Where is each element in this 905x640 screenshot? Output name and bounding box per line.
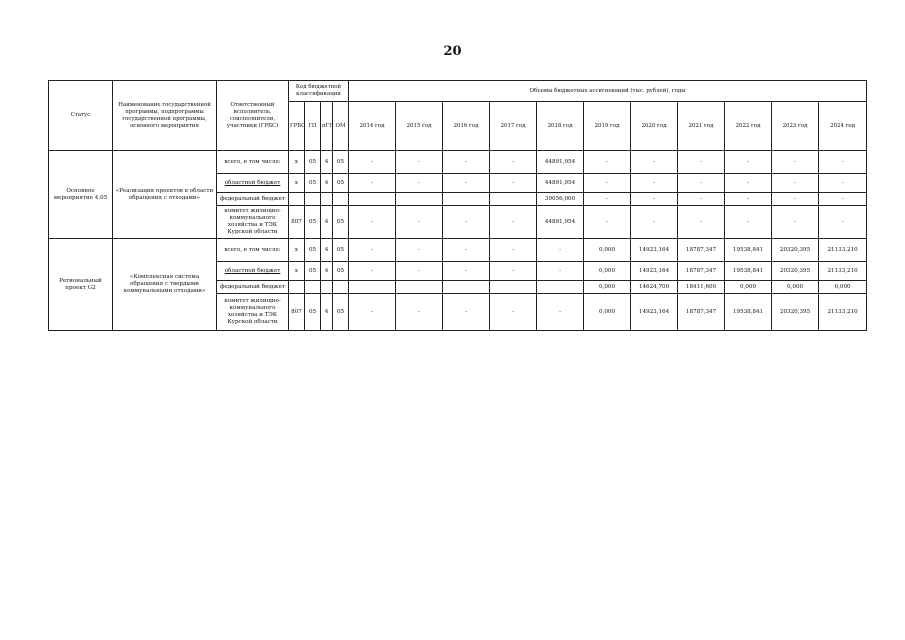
row-label: областной бюджет <box>217 174 289 193</box>
value-cell: - <box>725 174 772 193</box>
value-cell: - <box>490 239 537 262</box>
code-cell: 05 <box>305 239 321 262</box>
value-cell: 0,000 <box>772 281 819 294</box>
value-cell: 21133,210 <box>819 262 867 281</box>
value-cell: 44891,954 <box>537 151 584 174</box>
value-cell: - <box>819 206 867 239</box>
value-cell: 0,000 <box>584 294 631 331</box>
value-cell: 18411,600 <box>678 281 725 294</box>
value-cell: - <box>396 262 443 281</box>
code-cell: 807 <box>289 206 305 239</box>
code-cell: 05 <box>305 262 321 281</box>
value-cell: 19538,841 <box>725 262 772 281</box>
code-cell <box>333 281 349 294</box>
code-cell: 05 <box>333 262 349 281</box>
code-cell: 05 <box>305 294 321 331</box>
header-year: 2022 год <box>725 102 772 151</box>
header-code: пГП <box>321 102 333 151</box>
value-cell: - <box>631 206 678 239</box>
value-cell: - <box>349 294 396 331</box>
code-cell: 4 <box>321 151 333 174</box>
code-cell: х <box>289 262 305 281</box>
value-cell: 20320,395 <box>772 262 819 281</box>
name-cell: «Реализация проектов в области обращения с отходами» <box>113 151 217 239</box>
header-year: 2018 год <box>537 102 584 151</box>
code-cell <box>321 281 333 294</box>
value-cell: - <box>537 294 584 331</box>
value-cell: - <box>772 193 819 206</box>
value-cell: - <box>631 151 678 174</box>
value-cell: - <box>725 193 772 206</box>
value-cell: - <box>725 151 772 174</box>
value-cell: 18787,347 <box>678 294 725 331</box>
budget-table <box>48 80 867 331</box>
header-year: 2015 год <box>396 102 443 151</box>
header-volumes-group: Объемы бюджетных ассигнований (тыс. рублей), годы <box>349 81 867 102</box>
code-cell: 05 <box>333 239 349 262</box>
value-cell: 39056,000 <box>537 193 584 206</box>
value-cell: - <box>490 174 537 193</box>
header-year: 2020 год <box>631 102 678 151</box>
value-cell <box>349 193 396 206</box>
value-cell: - <box>443 239 490 262</box>
table-row <box>49 239 867 262</box>
value-cell: 14624,700 <box>631 281 678 294</box>
code-cell: 4 <box>321 262 333 281</box>
value-cell: - <box>819 151 867 174</box>
value-cell: - <box>443 151 490 174</box>
code-cell <box>305 281 321 294</box>
value-cell: - <box>584 193 631 206</box>
value-cell: 44891,954 <box>537 206 584 239</box>
code-cell: 05 <box>333 174 349 193</box>
code-cell: 05 <box>305 174 321 193</box>
value-cell: 0,000 <box>725 281 772 294</box>
value-cell: - <box>349 262 396 281</box>
value-cell: 20320,395 <box>772 294 819 331</box>
row-label: всего, в том числе: <box>217 239 289 262</box>
header-code: ОМ <box>333 102 349 151</box>
page-number: 20 <box>443 44 462 59</box>
code-cell: х <box>289 174 305 193</box>
code-cell: х <box>289 239 305 262</box>
header-code: ГП <box>305 102 321 151</box>
value-cell <box>396 193 443 206</box>
value-cell: - <box>443 174 490 193</box>
code-cell <box>305 193 321 206</box>
row-label: федеральный бюджет <box>217 193 289 206</box>
value-cell: - <box>490 151 537 174</box>
status-cell: Основное мероприятие 4.05 <box>49 151 113 239</box>
code-cell <box>289 193 305 206</box>
value-cell: - <box>490 262 537 281</box>
value-cell: - <box>490 206 537 239</box>
value-cell <box>537 281 584 294</box>
value-cell: - <box>725 206 772 239</box>
value-cell: 0,000 <box>584 239 631 262</box>
row-label: областной бюджет <box>217 262 289 281</box>
code-cell: 4 <box>321 174 333 193</box>
value-cell: - <box>537 239 584 262</box>
value-cell: - <box>772 174 819 193</box>
value-cell: - <box>537 262 584 281</box>
value-cell: - <box>584 174 631 193</box>
header-year: 2023 год <box>772 102 819 151</box>
value-cell: - <box>678 174 725 193</box>
value-cell: - <box>396 294 443 331</box>
value-cell: 21133,210 <box>819 239 867 262</box>
value-cell: - <box>349 151 396 174</box>
header-row-1 <box>49 81 867 102</box>
value-cell: 19538,841 <box>725 239 772 262</box>
header-year: 2021 год <box>678 102 725 151</box>
value-cell: 14923,164 <box>631 262 678 281</box>
value-cell: - <box>443 206 490 239</box>
value-cell: - <box>396 206 443 239</box>
value-cell: - <box>631 174 678 193</box>
header-year: 2016 год <box>443 102 490 151</box>
value-cell: - <box>772 206 819 239</box>
header-year: 2024 год <box>819 102 867 151</box>
value-cell: - <box>819 193 867 206</box>
value-cell: 18787,347 <box>678 239 725 262</box>
value-cell: - <box>584 151 631 174</box>
value-cell: - <box>396 151 443 174</box>
value-cell: 18787,347 <box>678 262 725 281</box>
value-cell: - <box>443 294 490 331</box>
value-cell: 0,000 <box>819 281 867 294</box>
value-cell: 14923,164 <box>631 239 678 262</box>
header-year: 2019 год <box>584 102 631 151</box>
value-cell: 0,000 <box>584 262 631 281</box>
code-cell: 05 <box>333 206 349 239</box>
value-cell: - <box>584 206 631 239</box>
row-label: комитет жилищно-коммунального хозяйства и ТЭК Курской области <box>217 206 289 239</box>
code-cell: 05 <box>333 151 349 174</box>
code-cell: 05 <box>333 294 349 331</box>
value-cell <box>349 281 396 294</box>
value-cell: - <box>396 239 443 262</box>
code-cell: х <box>289 151 305 174</box>
value-cell: - <box>349 239 396 262</box>
value-cell: - <box>349 206 396 239</box>
code-cell <box>289 281 305 294</box>
value-cell: 44891,954 <box>537 174 584 193</box>
value-cell <box>443 193 490 206</box>
value-cell: 0,000 <box>584 281 631 294</box>
code-cell: 05 <box>305 206 321 239</box>
value-cell: 20320,395 <box>772 239 819 262</box>
header-name: Наименование государственной программы, подпрограммы государственной программы, основного мероприятия <box>113 81 217 151</box>
value-cell: - <box>349 174 396 193</box>
code-cell: 807 <box>289 294 305 331</box>
status-cell: Региональный проект G2 <box>49 239 113 331</box>
code-cell <box>333 193 349 206</box>
row-label: комитет жилищно-коммунального хозяйства и ТЭК Курской области <box>217 294 289 331</box>
value-cell: - <box>678 193 725 206</box>
code-cell: 4 <box>321 294 333 331</box>
value-cell: 19538,841 <box>725 294 772 331</box>
value-cell: 14923,164 <box>631 294 678 331</box>
header-year: 2014 год <box>349 102 396 151</box>
table-body <box>49 151 867 331</box>
name-cell: «Комплексная система обращения с твердыми коммунальными отходами» <box>113 239 217 331</box>
code-cell: 05 <box>305 151 321 174</box>
value-cell: - <box>396 174 443 193</box>
value-cell: - <box>678 151 725 174</box>
value-cell <box>443 281 490 294</box>
value-cell: - <box>490 294 537 331</box>
row-label: федеральный бюджет <box>217 281 289 294</box>
code-cell: 4 <box>321 239 333 262</box>
code-cell: 4 <box>321 206 333 239</box>
value-cell <box>490 193 537 206</box>
value-cell: - <box>631 193 678 206</box>
value-cell: - <box>443 262 490 281</box>
header-year: 2017 год <box>490 102 537 151</box>
header-code: ГРБС <box>289 102 305 151</box>
row-label: всего, в том числе: <box>217 151 289 174</box>
value-cell <box>490 281 537 294</box>
code-cell <box>321 193 333 206</box>
value-cell: 21133,210 <box>819 294 867 331</box>
value-cell: - <box>678 206 725 239</box>
value-cell <box>396 281 443 294</box>
header-responsible: Ответственный исполнитель, соисполнители, участники (ГРБС) <box>217 81 289 151</box>
value-cell: - <box>772 151 819 174</box>
header-code-group: Код бюджетной классификации <box>289 81 349 102</box>
value-cell: - <box>819 174 867 193</box>
header-status: Статус <box>49 81 113 151</box>
table-row <box>49 151 867 174</box>
